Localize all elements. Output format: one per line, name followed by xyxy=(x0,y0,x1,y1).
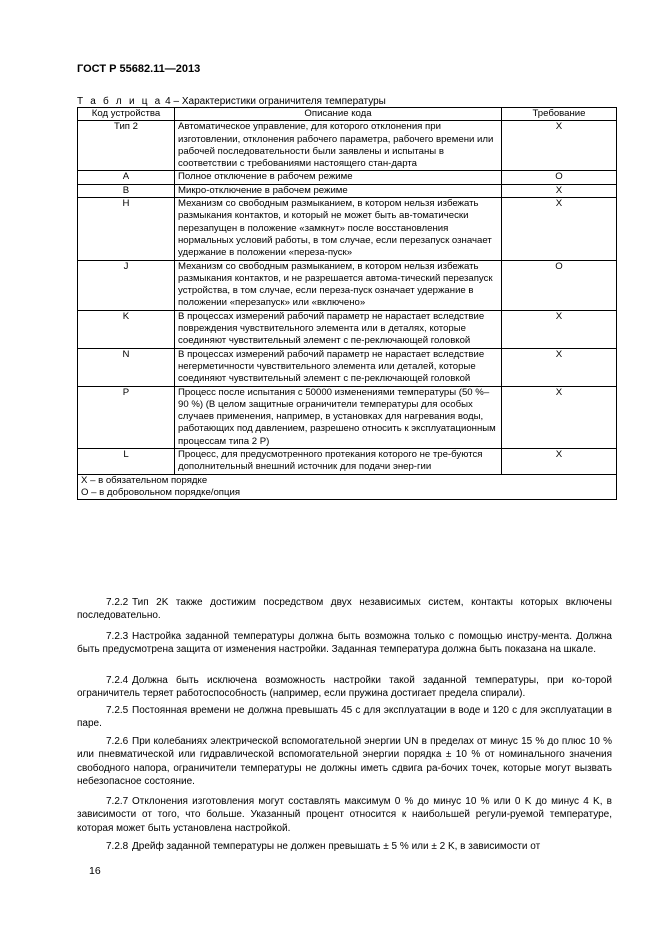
requirement-mark: X xyxy=(502,348,617,386)
device-code: K xyxy=(78,310,175,348)
device-code: Тип 2 xyxy=(78,121,175,171)
clause-number: 7.2.3 xyxy=(106,631,129,642)
table-caption-text: 4 – Характеристики ограничителя температуры xyxy=(165,96,386,107)
requirement-mark: X xyxy=(502,184,617,197)
requirement-mark: O xyxy=(502,260,617,310)
clause-number: 7.2.4 xyxy=(106,675,129,686)
table-row xyxy=(78,449,617,475)
table-legend-row xyxy=(78,474,617,500)
requirement-mark: O xyxy=(502,171,617,184)
code-description: Процесс после испытания с 50000 изменениями температуры (50 %–90 %) (В целом защитные ограничители температуры для особых случаев применения, например, в установках для нагревания воды, работающих под давлением, разрешено относить к эксплуатационным процессам типа 2 Р) xyxy=(175,386,502,448)
device-code: А xyxy=(78,171,175,184)
table-row xyxy=(78,171,617,184)
clause-text: Настройка заданной температуры должна быть возможна только с помощью инстру-мента. Должна быть предусмотрена защита от изменения настройки. Заданная температура должна быть показана на шкале. xyxy=(77,631,612,656)
device-code: J xyxy=(78,260,175,310)
page-number: 16 xyxy=(89,865,101,877)
requirement-mark: X xyxy=(502,386,617,448)
requirement-mark: X xyxy=(502,198,617,260)
column-header-requirement: Требование xyxy=(502,108,617,121)
code-description: Механизм со свободным размыканием, в котором нельзя избежать размыкания контактов, и не разрешается автома-тический перезапуск устройства, в том случае, если переза-пуск означает удержание в положении «перезапуск» или «включено» xyxy=(175,260,502,310)
legend-optional: O – в добровольном порядке/опция xyxy=(81,486,241,498)
clause-7-2-8 xyxy=(77,840,612,853)
table-row xyxy=(78,184,617,197)
code-description: Микро-отключение в рабочем режиме xyxy=(175,184,502,197)
table-row xyxy=(78,121,617,171)
clause-7-2-3 xyxy=(77,630,612,657)
code-description: В процессах измерений рабочий параметр не нарастает вследствие негерметичности чувствительного элемента или деталей, которые соединяют чувствительный элемент с пе-реключающей головкой xyxy=(175,348,502,386)
device-code: P xyxy=(78,386,175,448)
table-legend xyxy=(78,474,617,500)
clause-text: Дрейф заданной температуры не должен превышать ± 5 % или ± 2 K, в зависимости от xyxy=(132,841,541,852)
legend-mandatory: X – в обязательном порядке xyxy=(81,474,208,486)
code-description: В процессах измерений рабочий параметр не нарастает вследствие повреждения чувствительного элемента или в деталях, которые соединяют чувствительный элемент с пе-реключающей головкой xyxy=(175,310,502,348)
code-description: Механизм со свободным размыканием, в котором нельзя избежать размыкания контактов, и который не может быть ав-томатически перезапущен в положение «замкнут» после восстановления нормальных условий работы, в том случае, если перезапуск означает удержание в положении «переза-пуск» xyxy=(175,198,502,260)
table-row xyxy=(78,310,617,348)
table-caption xyxy=(77,96,386,107)
table-row xyxy=(78,386,617,448)
code-description: Автоматическое управление, для которого отклонения при изготовлении, отклонения рабочего параметра, рабочего времени или рабочей последовательности были заявлены и испытаны в соответствии с требованиями настоящего стан-дарта xyxy=(175,121,502,171)
device-code: H xyxy=(78,198,175,260)
code-description: Полное отключение в рабочем режиме xyxy=(175,171,502,184)
table-row xyxy=(78,348,617,386)
clause-number: 7.2.2 xyxy=(106,597,129,608)
clause-number: 7.2.5 xyxy=(106,705,129,716)
requirement-mark: X xyxy=(502,310,617,348)
clause-text: Тип 2K также достижим посредством двух независимых систем, контакты которых включены последовательно. xyxy=(77,597,612,622)
requirement-mark: X xyxy=(502,121,617,171)
clause-number: 7.2.8 xyxy=(106,841,129,852)
column-header-code: Код устройства xyxy=(78,108,175,121)
clause-text: Отклонения изготовления могут составлять максимум 0 % до минус 10 % или 0 K до минус 4 K, в зависимости от того, что больше. Указанный процент относится к наибольшей регули-руемой температуре, которая может быть установлена настройкой. xyxy=(77,796,612,834)
clause-7-2-6 xyxy=(77,735,612,789)
clause-number: 7.2.6 xyxy=(106,736,129,747)
standard-header: ГОСТ Р 55682.11—2013 xyxy=(77,63,201,75)
code-description: Процесс, для предусмотренного протекания которого не тре-буются дополнительный внешний источник для подачи энер-гии xyxy=(175,449,502,475)
clause-7-2-2 xyxy=(77,596,612,623)
thermostat-characteristics-table xyxy=(77,107,617,500)
requirement-mark: X xyxy=(502,449,617,475)
column-header-description: Описание кода xyxy=(175,108,502,121)
device-code: L xyxy=(78,449,175,475)
clause-text: При колебаниях электрической вспомогательной энергии UN в пределах от минус 15 % до плюс 10 % или пневматической или гидравлической вспомогательной энергии порядка ± 10 % от номинального значения свободного напора, ограничители температуры не должны иметь сдвига ра-бочих точек, которые могут вызвать небезопасное состояние. xyxy=(77,736,612,788)
clause-7-2-5 xyxy=(77,704,612,731)
table-caption-prefix: Т а б л и ц а xyxy=(77,96,163,107)
clause-7-2-4 xyxy=(77,674,612,701)
device-code: В xyxy=(78,184,175,197)
table-row xyxy=(78,260,617,310)
device-code: N xyxy=(78,348,175,386)
clause-text: Должна быть исключена возможность настройки такой заданной температуры, при ко-торой ограничитель теряет работоспособность (например, если пружина достигает предела спирали). xyxy=(77,675,612,700)
table-header-row xyxy=(78,108,617,121)
clause-text: Постоянная времени не должна превышать 45 с для эксплуатации в воде и 120 с для эксплуатации в паре. xyxy=(77,705,612,730)
clause-7-2-7 xyxy=(77,795,612,835)
clause-number: 7.2.7 xyxy=(106,796,129,807)
table-row xyxy=(78,198,617,260)
